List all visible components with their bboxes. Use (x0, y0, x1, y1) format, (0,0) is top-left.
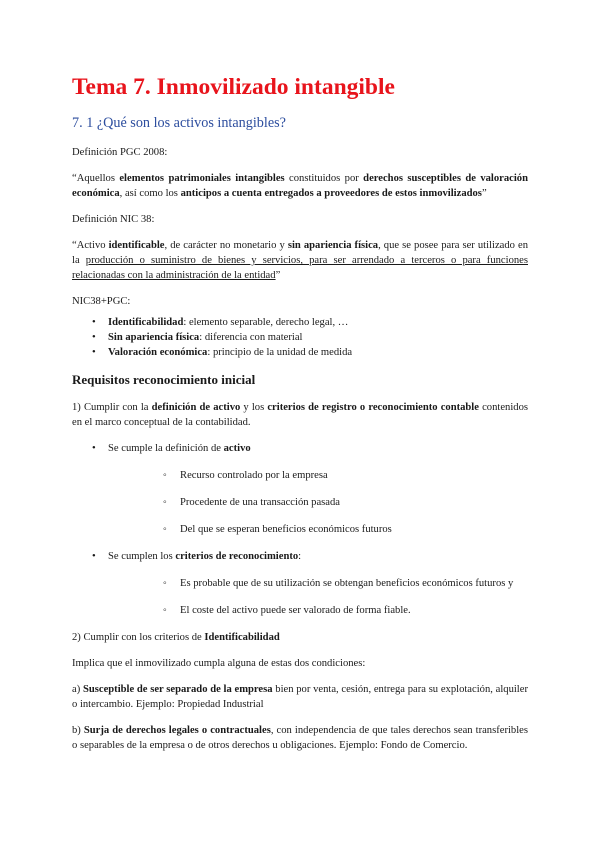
nic-pgc-label: NIC38+PGC: (72, 296, 131, 308)
condiciones-intro: Implica que el inmovilizado cumpla alguna de estas dos condiciones: (72, 658, 366, 670)
sub-list-item: ◦ Es probable que de su utilización se obtengan beneficios económicos futuros y (108, 576, 528, 591)
requisito-1-list (72, 441, 528, 618)
list-item: • Se cumple la definición de activo ◦ Recurso controlado por la empresa ◦ Procedente de una transacción pasada ◦ Del que se esperan beneficios económicos futuros (72, 441, 528, 537)
sub-list-item: ◦ El coste del activo puede ser valorado de forma fiable. (108, 603, 528, 618)
condicion-a: a) Susceptible de ser separado de la empresa bien por venta, cesión, entrega para su explotación, alquiler o intercambio. Ejemplo: Propiedad Industrial (72, 684, 528, 711)
condicion-b: b) Surja de derechos legales o contractuales, con independencia de que tales derechos sean transferibles o separables de la empresa o de otros derechos u obligaciones. Ejemplo: Fondo de Comercio. (72, 725, 528, 752)
section-heading: 7. 1 ¿Qué son los activos intangibles? (72, 115, 286, 132)
page-title: Tema 7. Inmovilizado intangible (72, 74, 395, 100)
sub-list-item: ◦ Recurso controlado por la empresa (108, 468, 528, 483)
requisito-1: 1) Cumplir con la definición de activo y los criterios de registro o reconocimiento contable contenidos en el marco conceptual de la contabilidad. (72, 401, 529, 429)
list-item: • Valoración económica: principio de la unidad de medida (72, 345, 528, 360)
def-nic-label: Definición NIC 38: (72, 214, 155, 226)
sub-list-item: ◦ Del que se esperan beneficios económicos futuros (108, 522, 528, 537)
nic-pgc-list (72, 315, 528, 360)
sub-list-item: ◦ Procedente de una transacción pasada (108, 495, 528, 510)
def-pgc-quote: “Aquellos elementos patrimoniales intangibles constituidos por derechos susceptibles de valoración económica, así como los anticipos a cuenta entregados a proveedores de estos inmovilizados” (72, 173, 528, 200)
requisito-2: 2) Cumplir con los criterios de Identificabilidad (72, 632, 280, 644)
list-item: • Se cumplen los criterios de reconocimiento: ◦ Es probable que de su utilización se obtengan beneficios económicos futuros y ◦ El coste del activo puede ser valorado de forma fiable. (72, 549, 528, 618)
list-item: • Identificabilidad: elemento separable, derecho legal, … (72, 315, 528, 330)
list-item: • Sin apariencia física: diferencia con material (72, 330, 528, 345)
def-pgc-label: Definición PGC 2008: (72, 147, 168, 159)
requisitos-heading: Requisitos reconocimiento inicial (72, 372, 256, 388)
def-nic-quote: “Activo identificable, de carácter no monetario y sin apariencia física, que se posee para ser utilizado en la producción o suministro de bienes y servicios, para ser arrendado a terceros o para funciones relacionadas con la administración de la entidad” (72, 240, 528, 282)
